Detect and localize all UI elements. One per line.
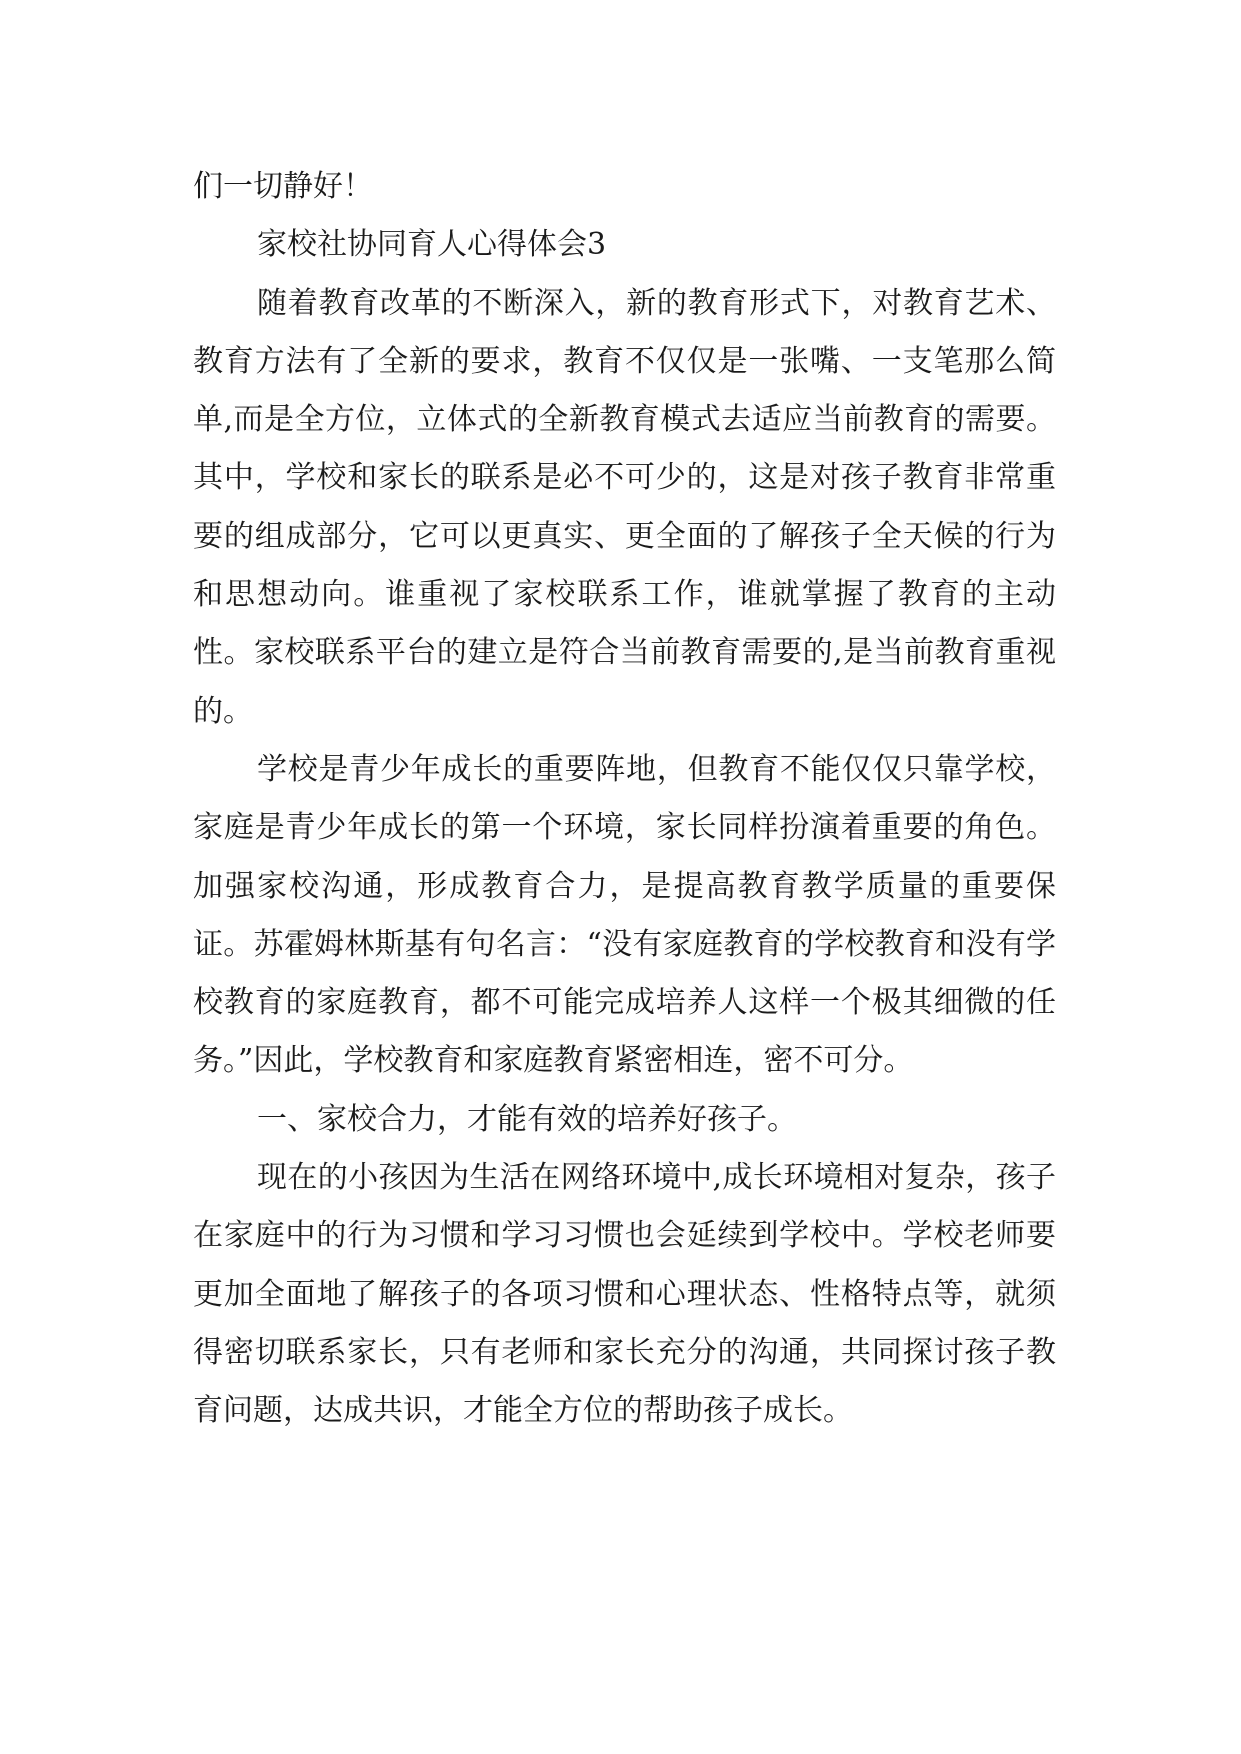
paragraph-2: 学校是青少年成长的重要阵地，但教育不能仅仅只靠学校，家庭是青少年成长的第一个环境，家长同样扮演着重要的角色。加强家校沟通，形成教育合力，是提高教育教学质量的重要保证。苏霍姆林斯基有句名言：“没有家庭教育的学校教育和没有学校教育的家庭教育，都不可能完成培养人这样一个极其细微的任务。”因此，学校教育和家庭教育紧密相连，密不可分。 bbox=[193, 751, 1056, 1079]
section-heading: 家校社协同育人心得体会3 bbox=[257, 227, 607, 263]
subheading-1: 一、家校合力，才能有效的培养好孩子。 bbox=[257, 1101, 797, 1137]
paragraph-3: 现在的小孩因为生活在网络环境中,成长环境相对复杂，孩子在家庭中的行为习惯和学习习惯也会延续到学校中。学校老师要更加全面地了解孩子的各项习惯和心理状态、性格特点等，就须得密切联系家长，只有老师和家长充分的沟通，共同探讨孩子教育问题，达成共识，才能全方位的帮助孩子成长。 bbox=[193, 1160, 1056, 1429]
paragraph-1: 随着教育改革的不断深入，新的教育形式下，对教育艺术、教育方法有了全新的要求，教育不仅仅是一张嘴、一支笔那么简单,而是全方位，立体式的全新教育模式去适应当前教育的需要。其中，学校和家长的联系是必不可少的，这是对孩子教育非常重要的组成部分，它可以更真实、更全面的了解孩子全天候的行为和思想动向。谁重视了家校联系工作，谁就掌握了教育的主动性。家校联系平台的建立是符合当前教育需要的,是当前教育重视的。 bbox=[193, 285, 1056, 729]
paragraph-continuation: 们一切静好！ bbox=[193, 169, 373, 204]
document-page bbox=[193, 158, 1056, 1441]
